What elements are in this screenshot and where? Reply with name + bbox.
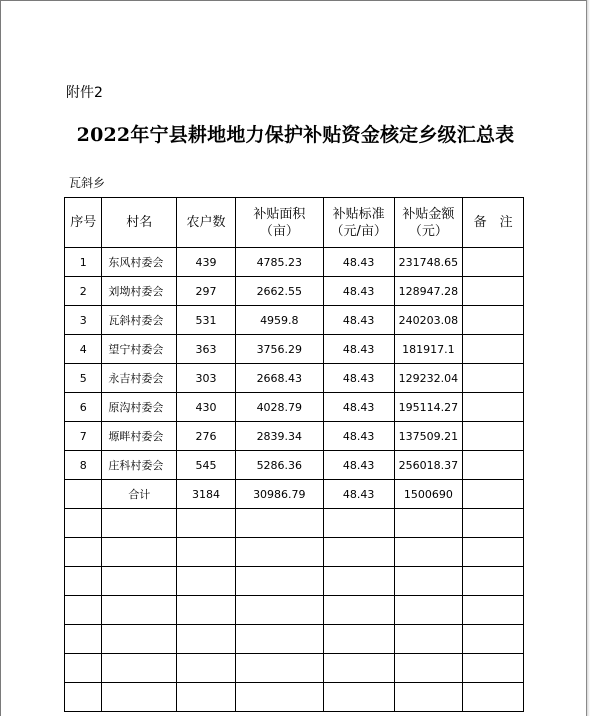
cell-name: 塬畔村委会 [102,422,177,451]
cell-name [102,654,177,683]
cell-index: 5 [65,364,102,393]
cell-area [235,683,323,712]
cell-standard [323,509,394,538]
cell-note [463,306,524,335]
cell-standard: 48.43 [323,480,394,509]
page-edge-right [586,0,590,716]
page-edge-left [0,0,1,716]
cell-name [102,538,177,567]
cell-standard: 48.43 [323,393,394,422]
table-body [65,248,524,712]
empty-row [65,567,524,596]
cell-standard [323,654,394,683]
cell-households [177,654,236,683]
cell-name [102,625,177,654]
cell-note [463,625,524,654]
cell-standard [323,538,394,567]
attachment-label: 附件2 [66,85,103,101]
cell-name: 合计 [102,480,177,509]
cell-name [102,596,177,625]
cell-index [65,596,102,625]
cell-households [177,567,236,596]
header-village-name: 村名 [102,198,177,248]
cell-area: 2839.34 [235,422,323,451]
cell-amount [394,625,463,654]
cell-amount: 256018.37 [394,451,463,480]
cell-amount: 181917.1 [394,335,463,364]
cell-note [463,451,524,480]
header-index: 序号 [65,198,102,248]
cell-households: 276 [177,422,236,451]
cell-index [65,683,102,712]
cell-households [177,509,236,538]
cell-note [463,393,524,422]
cell-standard: 48.43 [323,364,394,393]
header-subsidy-area [235,198,323,248]
cell-index: 3 [65,306,102,335]
empty-row [65,683,524,712]
header-subsidy-standard [323,198,394,248]
cell-amount: 129232.04 [394,364,463,393]
header-households: 农户数 [177,198,236,248]
header-amount-line1: 补贴金额 [402,206,455,222]
cell-index: 8 [65,451,102,480]
empty-row [65,654,524,683]
empty-row [65,596,524,625]
empty-row [65,538,524,567]
cell-households: 545 [177,451,236,480]
header-area-line1: 补贴面积 [253,206,306,222]
cell-standard: 48.43 [323,248,394,277]
cell-standard: 48.43 [323,306,394,335]
cell-area [235,596,323,625]
cell-households: 297 [177,277,236,306]
cell-area: 3756.29 [235,335,323,364]
subsidy-summary-table [64,197,524,712]
cell-name [102,567,177,596]
empty-row [65,625,524,654]
cell-area: 4785.23 [235,248,323,277]
header-amount-line2: （元） [408,223,448,239]
cell-name [102,509,177,538]
cell-amount [394,567,463,596]
empty-row [65,509,524,538]
cell-area [235,567,323,596]
cell-note [463,683,524,712]
cell-index: 1 [65,248,102,277]
header-note: 备 注 [463,198,524,248]
cell-households [177,625,236,654]
cell-standard: 48.43 [323,277,394,306]
cell-name: 刘坳村委会 [102,277,177,306]
cell-area: 4959.8 [235,306,323,335]
cell-standard [323,567,394,596]
cell-index: 6 [65,393,102,422]
cell-amount [394,596,463,625]
header-standard-line2: （元/亩） [330,223,387,239]
table-row [65,364,524,393]
cell-note [463,538,524,567]
cell-households: 430 [177,393,236,422]
cell-index [65,538,102,567]
cell-households: 303 [177,364,236,393]
cell-name [102,683,177,712]
cell-index [65,509,102,538]
cell-area: 2668.43 [235,364,323,393]
cell-area: 4028.79 [235,393,323,422]
header-area-line2: （亩） [259,223,299,239]
cell-note [463,248,524,277]
table-row [65,335,524,364]
page-edge-top [0,0,589,1]
cell-amount: 128947.28 [394,277,463,306]
header-subsidy-amount [394,198,463,248]
document-title: 2022年宁县耕地地力保护补贴资金核定乡级汇总表 [76,124,515,146]
table-row [65,306,524,335]
cell-amount: 1500690 [394,480,463,509]
cell-standard: 48.43 [323,451,394,480]
cell-amount [394,683,463,712]
cell-standard [323,683,394,712]
cell-area [235,509,323,538]
cell-standard: 48.43 [323,335,394,364]
cell-amount [394,654,463,683]
cell-note [463,335,524,364]
cell-households: 439 [177,248,236,277]
cell-standard [323,596,394,625]
cell-amount: 240203.08 [394,306,463,335]
table-row [65,451,524,480]
cell-name: 瓦斜村委会 [102,306,177,335]
cell-amount: 137509.21 [394,422,463,451]
table-header-row [65,198,524,248]
header-standard-line1: 补贴标准 [332,206,385,222]
cell-households [177,683,236,712]
cell-note [463,654,524,683]
cell-index: 2 [65,277,102,306]
cell-households [177,596,236,625]
cell-note [463,567,524,596]
table-row [65,422,524,451]
table-row [65,393,524,422]
cell-standard: 48.43 [323,422,394,451]
cell-index [65,654,102,683]
table-row [65,248,524,277]
cell-index: 4 [65,335,102,364]
cell-amount: 195114.27 [394,393,463,422]
cell-amount [394,509,463,538]
cell-area: 2662.55 [235,277,323,306]
cell-note [463,422,524,451]
cell-households [177,538,236,567]
cell-note [463,509,524,538]
cell-name: 东风村委会 [102,248,177,277]
township-label: 瓦斜乡 [69,176,106,190]
cell-area [235,538,323,567]
cell-index [65,625,102,654]
total-row [65,480,524,509]
cell-amount: 231748.65 [394,248,463,277]
cell-note [463,277,524,306]
cell-households: 531 [177,306,236,335]
cell-note [463,480,524,509]
cell-households: 3184 [177,480,236,509]
cell-area [235,654,323,683]
cell-name: 永吉村委会 [102,364,177,393]
cell-name: 庄科村委会 [102,451,177,480]
cell-standard [323,625,394,654]
cell-name: 望宁村委会 [102,335,177,364]
cell-area: 30986.79 [235,480,323,509]
table-row [65,277,524,306]
cell-index [65,480,102,509]
cell-households: 363 [177,335,236,364]
cell-name: 原沟村委会 [102,393,177,422]
cell-index: 7 [65,422,102,451]
cell-area [235,625,323,654]
cell-note [463,364,524,393]
cell-area: 5286.36 [235,451,323,480]
cell-index [65,567,102,596]
cell-amount [394,538,463,567]
cell-note [463,596,524,625]
